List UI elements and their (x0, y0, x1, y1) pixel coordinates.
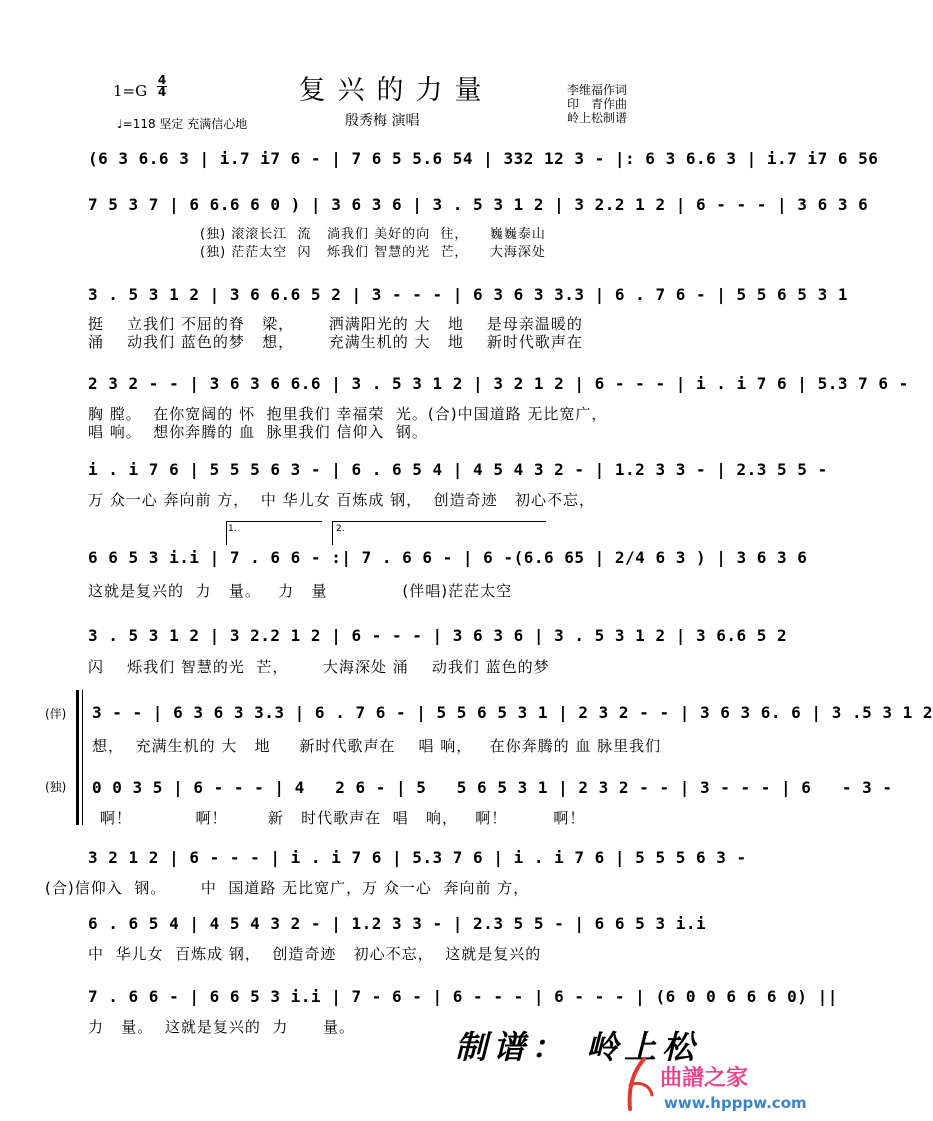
system-2-notes: 7 5 3 7 | 6 6.6 6 0 ) | 3 6 3 6 | 3 . 5 3 1 2 | 3 2.2 1 2 | 6 - - - | 3 6 3 6 (88, 195, 869, 214)
system-11-lyrics: 力 量。 这就是复兴的 力 量。 (88, 1018, 355, 1036)
system-9-lyrics: (合)信仰入 钢。 中 国道路 无比宽广，万 众一心 奔向前 方， (45, 879, 530, 897)
system-8-brace-thin (82, 690, 83, 825)
system-6-notes: 6 6 5 3 i.i | 7 . 6 6 - :| 7 . 6 6 - | 6 -(6.6 65 | 2/4 6 3 ) | 3 6 3 6 (88, 548, 808, 567)
system-10-lyrics: 中 华儿女 百炼成 钢， 创造奇迹 初心不忘， 这就是复兴的 (88, 945, 542, 963)
system-1-notes: (6 3 6.6 3 | i.7 i7 6 - | 7 6 5 5.6 54 | 332 12 3 - |: 6 3 6.6 3 | i.7 i7 6 56 (88, 149, 879, 168)
key-signature: 1=G (113, 82, 148, 100)
volta-2-bracket (332, 521, 546, 522)
part-label-solo: (独) (45, 780, 67, 794)
system-8-accompaniment-notes: 3 - - | 6 3 6 3 3.3 | 6 . 7 6 - | 5 5 6 5 3 1 | 2 3 2 - - | 3 6 3 6. 6 | 3 .5 3 1 2 (92, 703, 933, 722)
system-7-lyrics: 闪 烁我们 智慧的光 芒， 大海深处 涌 动我们 蓝色的梦 (88, 658, 550, 676)
system-4-lyrics-verse-1: 胸 膛。 在你宽阔的 怀 抱里我们 幸福荣 光。(合)中国道路 无比宽广， (88, 405, 608, 423)
watermark-logo-icon (622, 1055, 662, 1115)
time-signature-top: 4 (157, 73, 167, 87)
system-5-lyrics: 万 众一心 奔向前 方， 中 华儿女 百炼成 钢， 创造奇迹 初心不忘， (88, 491, 595, 509)
system-9-notes: 3 2 1 2 | 6 - - - | i . i 7 6 | 5.3 7 6 | i . i 7 6 | 5 5 5 6 3 - (88, 848, 747, 867)
volta-1-bracket (226, 521, 322, 522)
time-signature-bottom: 4 (157, 85, 167, 99)
system-8-solo-lyrics: 啊！ 啊！ 新 时代歌声在 唱 响， 啊！ 啊！ (100, 809, 586, 827)
system-2-lyrics-verse-2: (独) 茫茫太空 闪 烁我们 智慧的光 芒， 大海深处 (88, 245, 546, 260)
time-signature (157, 75, 167, 98)
system-10-notes: 6 . 6 5 4 | 4 5 4 3 2 - | 1.2 3 3 - | 2.3 5 5 - | 6 6 5 3 i.i (88, 914, 707, 933)
volta-1-bracket-edge (226, 521, 227, 545)
watermark-site-url: www.hpppw.com (664, 1094, 807, 1112)
system-8-brace (76, 690, 79, 825)
song-title: 复兴的力量 (298, 75, 494, 106)
transcriber-signature: 制谱： 岭上松 (455, 1028, 701, 1066)
system-11-notes: 7 . 6 6 - | 6 6 5 3 i.i | 7 - 6 - | 6 - - - | 6 - - - | (6 0 0 6 6 6 0) || (88, 987, 838, 1006)
watermark-site-name: 曲譜之家 (660, 1065, 749, 1091)
system-6-lyrics: 这就是复兴的 力 量。 力 量 (伴唱)茫茫太空 (88, 582, 513, 600)
system-7-notes: 3 . 5 3 1 2 | 3 2.2 1 2 | 6 - - - | 3 6 3 6 | 3 . 5 3 1 2 | 3 6.6 5 2 (88, 626, 788, 645)
volta-2-bracket-edge (332, 521, 333, 545)
system-5-notes: i . i 7 6 | 5 5 5 6 3 - | 6 . 6 5 4 | 4 5 4 3 2 - | 1.2 3 3 - | 2.3 5 5 - (88, 460, 828, 479)
system-3-lyrics-verse-2: 涌 动我们 蓝色的梦 想， 充满生机的 大 地 新时代歌声在 (88, 333, 583, 351)
lyricist-credit: 李维福作词 (567, 83, 628, 97)
transcriber-credit: 岭上松制谱 (567, 111, 628, 125)
system-4-notes: 2 3 2 - - | 3 6 3 6 6.6 | 3 . 5 3 1 2 | 3 2 1 2 | 6 - - - | i . i 7 6 | 5.3 7 6 - (88, 374, 909, 393)
volta-1-label: 1. (228, 524, 237, 534)
system-4-lyrics-verse-2: 唱 响。 想你奔腾的 血 脉里我们 信仰入 钢。 (88, 423, 428, 441)
volta-2-label: 2. (336, 524, 345, 534)
tempo-marking: ♩=118 坚定 充满信心地 (117, 117, 248, 131)
system-3-notes: 3 . 5 3 1 2 | 3 6 6.6 5 2 | 3 - - - | 6 3 6 3 3.3 | 6 . 7 6 - | 5 5 6 5 3 1 (88, 285, 848, 304)
part-label-accompaniment: (伴) (45, 707, 67, 721)
singer-credit: 殷秀梅 演唱 (345, 113, 420, 129)
system-3-lyrics-verse-1: 挺 立我们 不屈的脊 梁， 洒满阳光的 大 地 是母亲温暖的 (88, 315, 583, 333)
system-8-accompaniment-lyrics: 想， 充满生机的 大 地 新时代歌声在 唱 响， 在你奔腾的 血 脉里我们 (92, 737, 662, 755)
composer-credit: 印 青作曲 (567, 97, 628, 111)
system-8-solo-notes: 0 0 3 5 | 6 - - - | 4 2 6 - | 5 5 6 5 3 1 | 2 3 2 - - | 3 - - - | 6 - 3 - (92, 778, 893, 797)
system-2-lyrics-verse-1: (独) 滚滚长江 流 淌我们 美好的向 往， 巍巍泰山 (88, 227, 546, 242)
